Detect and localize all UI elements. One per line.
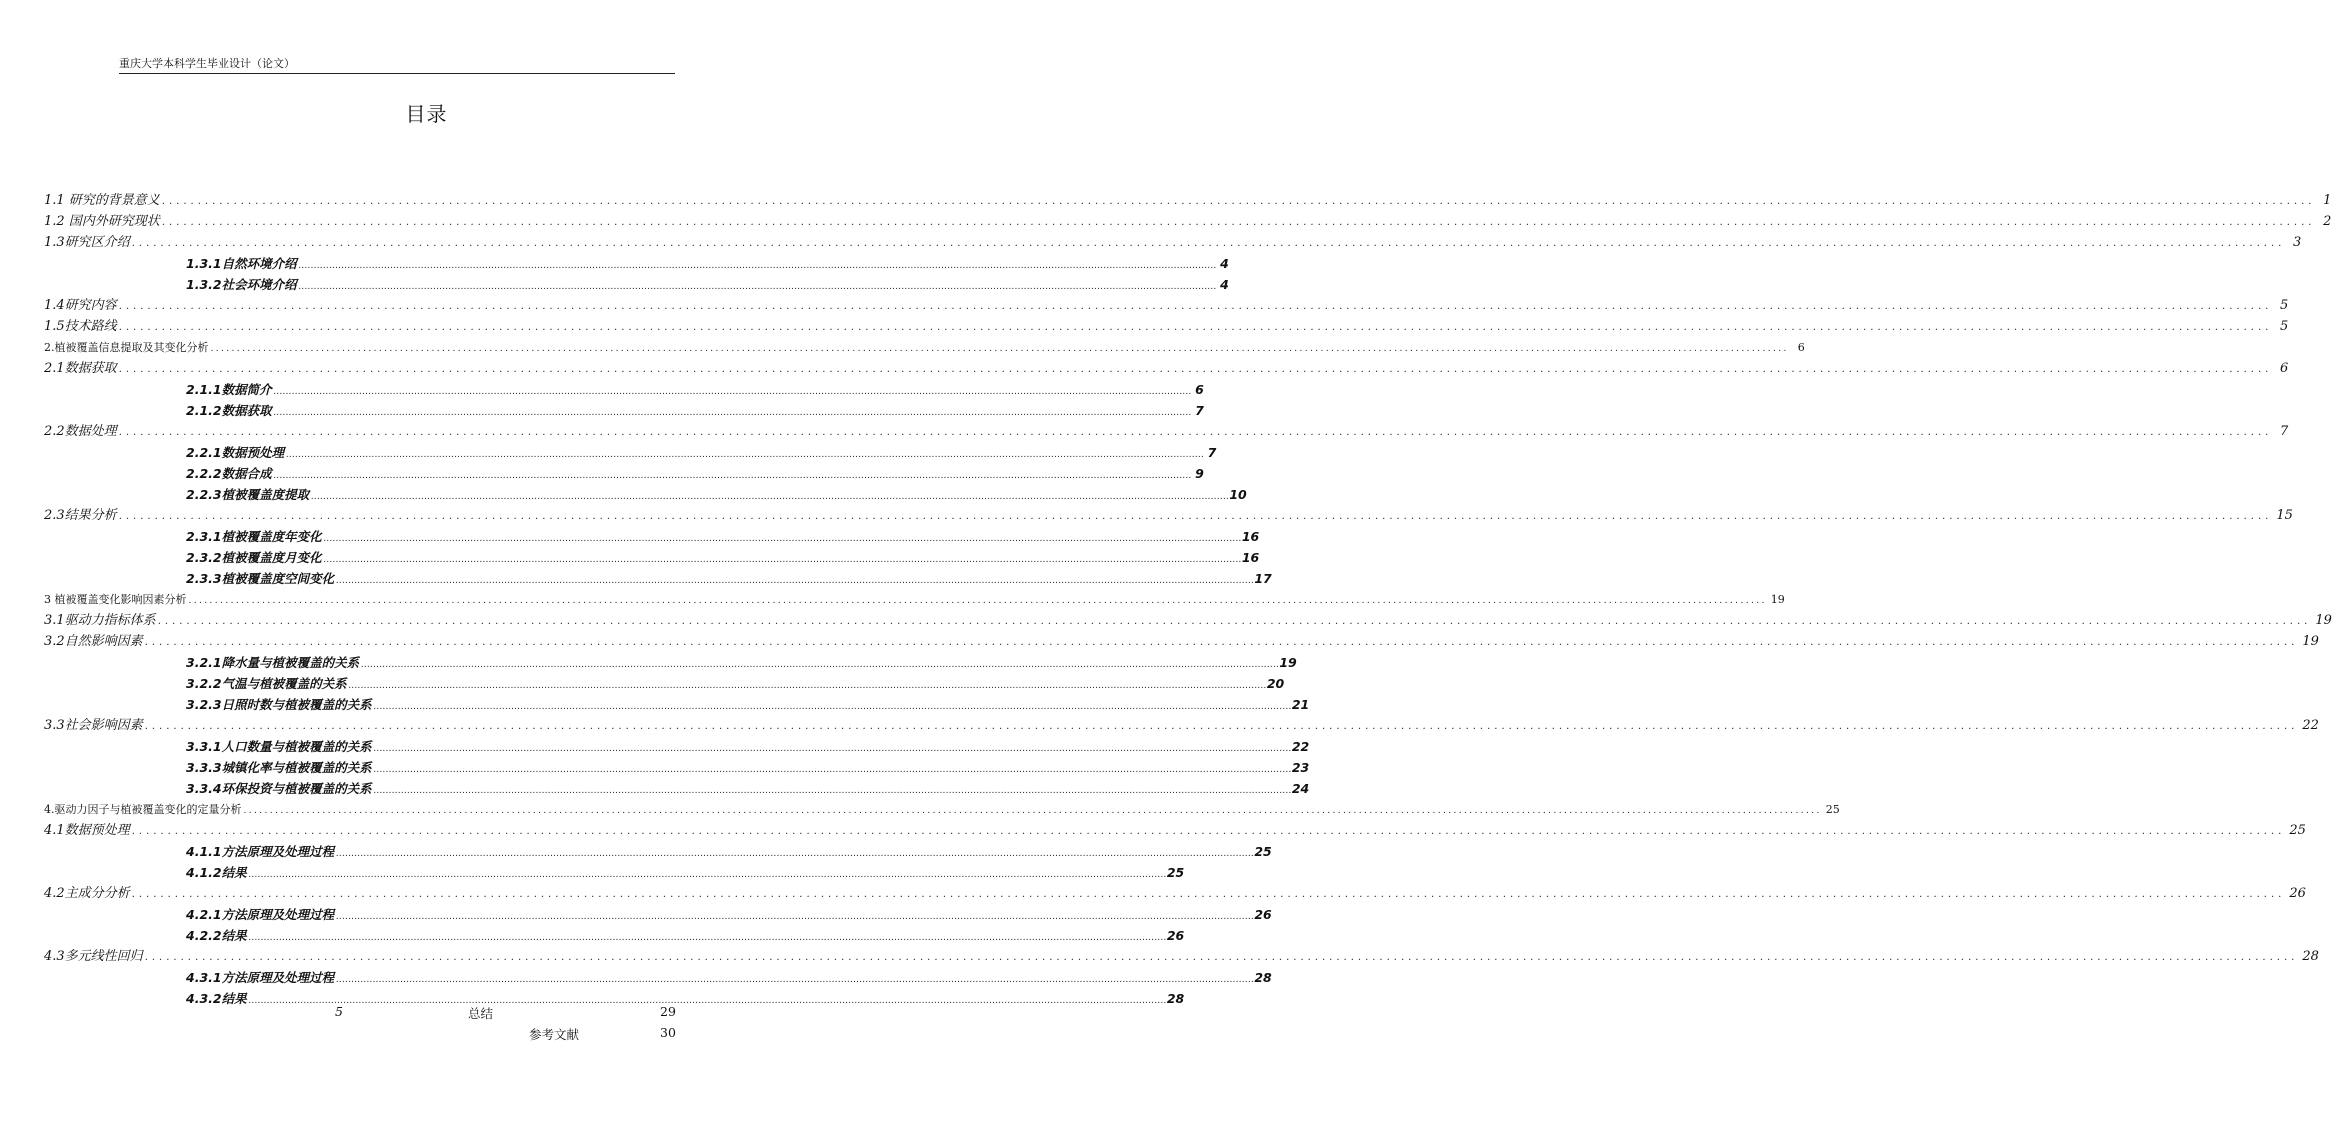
leader-dots: ............................................................................................................................................................................................................................................................................................................ xyxy=(373,744,1292,754)
toc-entry-page: 4 xyxy=(1220,256,1229,271)
summary-page: 29 xyxy=(660,1004,676,1019)
toc-subentry[interactable] xyxy=(186,568,1272,589)
leader-dots: ............................................................................................................................................................................................................................................................................................................ xyxy=(118,427,2273,438)
toc-subentry[interactable] xyxy=(186,862,1185,883)
leader-dots: ............................................................................................................................................................................................................................................................................................................ xyxy=(188,596,1767,606)
toc-subentry[interactable] xyxy=(186,379,1204,400)
toc-subentry[interactable] xyxy=(186,463,1204,484)
toc-entry-label: 4.3多元线性回归 xyxy=(44,949,143,964)
toc-entry-label: 3.2.1降水量与植被覆盖的关系 xyxy=(186,655,360,670)
toc-entry-page: 26 xyxy=(1254,907,1272,922)
toc-subentry[interactable] xyxy=(186,253,1229,274)
leader-dots: ............................................................................................................................................................................................................................................................................................................ xyxy=(161,217,2316,228)
leader-dots: ............................................................................................................................................................................................................................................................................................................ xyxy=(118,322,2273,333)
leader-dots: ............................................................................................................................................................................................................................................................................................................ xyxy=(336,849,1255,859)
toc-entry-page: 25 xyxy=(1825,803,1840,816)
toc-entry-page: 25 xyxy=(1254,844,1272,859)
toc-subentry[interactable] xyxy=(186,841,1272,862)
leader-dots: ............................................................................................................................................................................................................................................................................................................ xyxy=(161,196,2316,207)
toc-entry-label: 2.2.3植被覆盖度提取 xyxy=(186,487,310,502)
toc-entry-page: 25 xyxy=(2289,823,2306,838)
toc-entry-label: 4.2.2结果 xyxy=(186,928,247,943)
toc-entry-label: 4.1数据预处理 xyxy=(44,823,130,838)
leader-dots: ............................................................................................................................................................................................................................................................................................................ xyxy=(336,576,1255,586)
toc-entry-label: 3.3.3城镇化率与植被覆盖的关系 xyxy=(186,760,372,775)
leader-dots: ............................................................................................................................................................................................................................................................................................................ xyxy=(144,721,2299,732)
toc-entry[interactable] xyxy=(44,715,2319,736)
toc-entry[interactable] xyxy=(44,295,2289,316)
toc-entry[interactable] xyxy=(44,190,2332,211)
toc-subentry[interactable] xyxy=(186,400,1204,421)
toc-subentry[interactable] xyxy=(186,652,1297,673)
toc-entry[interactable] xyxy=(44,211,2332,232)
toc-entry-page: 3 xyxy=(2293,235,2302,250)
toc-entry-label: 1.4研究内容 xyxy=(44,298,117,313)
toc-entry[interactable] xyxy=(44,316,2289,337)
toc-entry-page: 19 xyxy=(1770,593,1785,606)
leader-dots: ............................................................................................................................................................................................................................................................................................................ xyxy=(373,702,1292,712)
page-title: 目录 xyxy=(405,102,448,126)
toc-subentry[interactable] xyxy=(186,778,1310,799)
leader-dots: ............................................................................................................................................................................................................................................................................................................ xyxy=(273,387,1192,397)
running-header xyxy=(119,57,675,74)
toc-entry-label: 4.2主成分分析 xyxy=(44,886,130,901)
toc-entry-page: 2 xyxy=(2323,214,2332,229)
leader-dots: ............................................................................................................................................................................................................................................................................................................ xyxy=(311,492,1230,502)
toc-entry-label: 4.2.1方法原理及处理过程 xyxy=(186,907,335,922)
toc-entry-label: 3.1驱动力指标体系 xyxy=(44,613,156,628)
toc-entry[interactable] xyxy=(44,421,2289,442)
toc-entry-label: 4.1.2结果 xyxy=(186,865,247,880)
toc-chapter[interactable] xyxy=(44,799,1840,820)
toc-chapter[interactable] xyxy=(44,337,1805,358)
toc-entry-label: 1.2 国内外研究现状 xyxy=(44,214,160,229)
toc-entry-page: 21 xyxy=(1291,697,1310,712)
toc-entry-page: 10 xyxy=(1229,487,1247,502)
leader-dots: ............................................................................................................................................................................................................................................................................................................ xyxy=(248,933,1167,943)
leader-dots: ............................................................................................................................................................................................................................................................................................................ xyxy=(248,870,1167,880)
leader-dots: ............................................................................................................................................................................................................................................................................................................ xyxy=(144,637,2299,648)
toc-entry-page: 5 xyxy=(2280,298,2289,313)
leader-dots: ............................................................................................................................................................................................................................................................................................................ xyxy=(323,555,1242,565)
toc-entry-page: 28 xyxy=(1166,991,1185,1006)
toc-entry-page: 19 xyxy=(1279,655,1297,670)
leader-dots: ............................................................................................................................................................................................................................................................................................................ xyxy=(248,996,1167,1006)
leader-dots: ............................................................................................................................................................................................................................................................................................................ xyxy=(373,786,1292,796)
summary-number: 5 xyxy=(335,1004,343,1019)
leader-dots: ............................................................................................................................................................................................................................................................................................................ xyxy=(298,282,1217,292)
toc-entry-page: 22 xyxy=(1291,739,1310,754)
toc-entry[interactable] xyxy=(44,610,2332,631)
toc-entry-page: 16 xyxy=(1241,529,1260,544)
toc-entry-label: 1.3.2社会环境介绍 xyxy=(186,277,297,292)
leader-dots: ............................................................................................................................................................................................................................................................................................................ xyxy=(131,238,2286,249)
leader-dots: ............................................................................................................................................................................................................................................................................................................ xyxy=(348,681,1267,691)
toc-entry-label: 2.2数据处理 xyxy=(44,424,117,439)
toc-entry[interactable] xyxy=(44,820,2306,841)
leader-dots: ............................................................................................................................................................................................................................................................................................................ xyxy=(118,364,2273,375)
toc-entry[interactable] xyxy=(44,946,2319,967)
toc-entry-label: 2.3.3植被覆盖度空间变化 xyxy=(186,571,335,586)
toc-entry-label: 3.2.3日照时数与植被覆盖的关系 xyxy=(186,697,372,712)
leader-dots: ............................................................................................................................................................................................................................................................................................................ xyxy=(131,889,2286,900)
toc-entry-page: 17 xyxy=(1254,571,1272,586)
leader-dots: ............................................................................................................................................................................................................................................................................................................ xyxy=(361,660,1280,670)
toc-entry-page: 1 xyxy=(2323,193,2332,208)
toc-entry-page: 5 xyxy=(2280,319,2289,334)
toc-entry-page: 6 xyxy=(1195,382,1204,397)
toc-subentry[interactable] xyxy=(186,967,1272,988)
leader-dots: ............................................................................................................................................................................................................................................................................................................ xyxy=(243,806,1822,816)
toc-entry-label: 2.1.2数据获取 xyxy=(186,403,272,418)
toc-subentry[interactable] xyxy=(186,673,1285,694)
toc-entry-label: 1.3研究区介绍 xyxy=(44,235,130,250)
toc-entry-page: 15 xyxy=(2276,508,2293,523)
toc-entry-page: 19 xyxy=(2315,613,2332,628)
toc-subentry[interactable] xyxy=(186,736,1310,757)
toc-entry[interactable] xyxy=(44,232,2302,253)
toc-entry-page: 26 xyxy=(2289,886,2306,901)
toc-entry-label: 4.3.2结果 xyxy=(186,991,247,1006)
toc-entry-page: 7 xyxy=(2280,424,2289,439)
leader-dots: ............................................................................................................................................................................................................................................................................................................ xyxy=(210,344,1789,354)
toc-entry-label: 4.1.1方法原理及处理过程 xyxy=(186,844,335,859)
toc-subentry[interactable] xyxy=(186,925,1185,946)
leader-dots: ............................................................................................................................................................................................................................................................................................................ xyxy=(273,408,1192,418)
toc-entry-label: 2.2.1数据预处理 xyxy=(186,445,285,460)
toc-entry-page: 23 xyxy=(1291,760,1310,775)
toc-subentry[interactable] xyxy=(186,442,1217,463)
toc-entry-label: 2.植被覆盖信息提取及其变化分析 xyxy=(44,341,209,354)
toc-entry-label: 2.1数据获取 xyxy=(44,361,117,376)
toc-entry-label: 1.1 研究的背景意义 xyxy=(44,193,160,208)
toc-entry-page: 4 xyxy=(1220,277,1229,292)
toc-subentry[interactable] xyxy=(186,274,1229,295)
toc-entry-label: 3.3.4环保投资与植被覆盖的关系 xyxy=(186,781,372,796)
toc-entry-page: 7 xyxy=(1207,445,1217,460)
leader-dots: ............................................................................................................................................................................................................................................................................................................ xyxy=(298,261,1217,271)
toc-subentry[interactable] xyxy=(186,694,1310,715)
toc-subentry[interactable] xyxy=(186,484,1247,505)
toc-entry-label: 4.3.1方法原理及处理过程 xyxy=(186,970,335,985)
toc-entry-page: 9 xyxy=(1195,466,1204,481)
leader-dots: ............................................................................................................................................................................................................................................................................................................ xyxy=(157,616,2312,627)
toc-entry[interactable] xyxy=(44,358,2289,379)
references-page: 30 xyxy=(660,1025,676,1040)
toc-entry-label: 3.2自然影响因素 xyxy=(44,634,143,649)
toc-entry-page: 6 xyxy=(2280,361,2289,376)
leader-dots: ............................................................................................................................................................................................................................................................................................................ xyxy=(131,826,2286,837)
toc-entry-page: 22 xyxy=(2302,718,2319,733)
toc-entry-label: 3.2.2气温与植被覆盖的关系 xyxy=(186,676,347,691)
toc-entry-label: 3.3.1人口数量与植被覆盖的关系 xyxy=(186,739,372,754)
toc-entry-label: 2.2.2数据合成 xyxy=(186,466,272,481)
leader-dots: ............................................................................................................................................................................................................................................................................................................ xyxy=(118,511,2273,522)
toc-entry[interactable] xyxy=(44,631,2319,652)
toc-entry-label: 3 植被覆盖变化影响因素分析 xyxy=(44,593,187,606)
leader-dots: ............................................................................................................................................................................................................................................................................................................ xyxy=(323,534,1242,544)
toc-entry-page: 28 xyxy=(1254,970,1272,985)
toc-entry-label: 4.驱动力因子与植被覆盖变化的定量分析 xyxy=(44,803,242,816)
leader-dots: ............................................................................................................................................................................................................................................................................................................ xyxy=(373,765,1292,775)
toc-entry[interactable] xyxy=(44,883,2306,904)
toc-entry-page: 26 xyxy=(1166,928,1185,943)
toc-entry-page: 19 xyxy=(2302,634,2319,649)
toc-entry-page: 6 xyxy=(1797,341,1805,354)
toc-subentry[interactable] xyxy=(186,904,1272,925)
toc-subentry[interactable] xyxy=(186,757,1310,778)
toc-entry-label: 2.3.1植被覆盖度年变化 xyxy=(186,529,322,544)
leader-dots: ............................................................................................................................................................................................................................................................................................................ xyxy=(273,471,1192,481)
toc-chapter[interactable] xyxy=(44,589,1785,610)
toc-entry-label: 3.3社会影响因素 xyxy=(44,718,143,733)
leader-dots: ............................................................................................................................................................................................................................................................................................................ xyxy=(336,912,1255,922)
leader-dots: ............................................................................................................................................................................................................................................................................................................ xyxy=(286,450,1205,460)
toc-entry-label: 1.3.1自然环境介绍 xyxy=(186,256,297,271)
toc-entry-page: 24 xyxy=(1291,781,1310,796)
toc-subentry[interactable] xyxy=(186,526,1260,547)
summary-label[interactable]: 总结 xyxy=(468,1006,494,1021)
toc-entry-label: 2.3.2植被覆盖度月变化 xyxy=(186,550,322,565)
toc-subentry[interactable] xyxy=(186,547,1260,568)
toc-entry-label: 2.3结果分析 xyxy=(44,508,117,523)
toc-entry-label: 2.1.1数据简介 xyxy=(186,382,272,397)
toc-entry-page: 7 xyxy=(1195,403,1204,418)
toc-entry-page: 20 xyxy=(1266,676,1285,691)
leader-dots: ............................................................................................................................................................................................................................................................................................................ xyxy=(336,975,1255,985)
toc-entry[interactable] xyxy=(44,505,2293,526)
references-label[interactable]: 参考文献 xyxy=(529,1027,580,1042)
running-header-text: 重庆大学本科学生毕业设计（论文） xyxy=(119,57,295,70)
toc-entry-page: 28 xyxy=(2302,949,2319,964)
leader-dots: ............................................................................................................................................................................................................................................................................................................ xyxy=(144,952,2299,963)
toc-entry-page: 16 xyxy=(1241,550,1260,565)
toc-entry-page: 25 xyxy=(1166,865,1185,880)
toc-entry-label: 1.5技术路线 xyxy=(44,319,117,334)
leader-dots: ............................................................................................................................................................................................................................................................................................................ xyxy=(118,301,2273,312)
